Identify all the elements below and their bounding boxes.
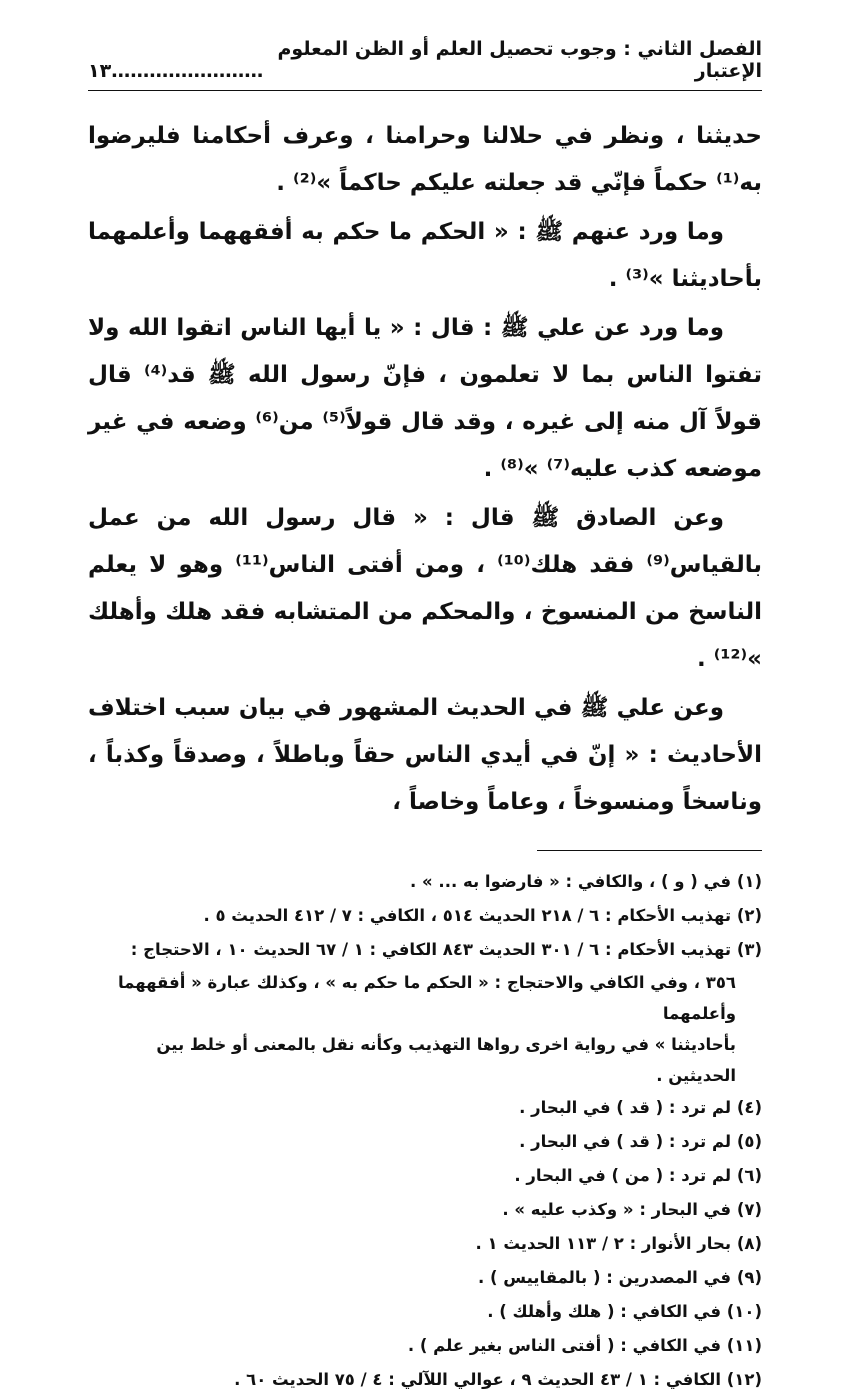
footnote: (١٠) في الكافي : ( هلك وأهلك ) . [487,1302,762,1321]
main-text [88,113,762,826]
header-dots: …………………… [111,60,264,82]
footnote-separator [537,850,762,851]
footnote: (٥) لم ترد : ( قد ) في البحار . [519,1132,762,1151]
footnote: (٦) لم ترد : ( من ) في البحار . [514,1166,762,1185]
footnote: (١١) في الكافي : ( أفتى الناس بغير علم ) . [407,1336,762,1355]
footnote: (٨) بحار الأنوار : ٢ / ١١٣ الحديث ١ . [475,1234,762,1253]
footnote: (٣) تهذيب الأحكام : ٦ / ٣٠١ الحديث ٨٤٣ الكافي : ١ / ٦٧ الحديث ١٠ ، الاحتجاج : [130,940,762,959]
paragraph: وما ورد عنهم ﷺ : « الحكم ما حكم به أفقههما وأعلمهما بأحاديثنا »⁽³⁾ . [88,219,762,292]
footnote: (١) في ( و ) ، والكافي : « فارضوا به ... » . [410,872,762,891]
chapter-title: الفصل الثاني : وجوب تحصيل العلم أو الظن المعلوم الإعتبار [277,38,762,82]
footnote-continuation: ٣٥٦ ، وفي الكافي والاحتجاج : « الحكم ما حكم به » ، وكذلك عبارة « أفقههما وأعلمهما [117,973,736,1023]
footnote: (٢) تهذيب الأحكام : ٦ / ٢١٨ الحديث ٥١٤ ، الكافي : ٧ / ٤١٢ الحديث ٥ . [203,906,762,925]
footnote: (٧) في البحار : « وكذب عليه » . [502,1200,762,1219]
page-number: ١٣ [88,60,112,82]
footnote: (١٢) الكافي : ١ / ٤٣ الحديث ٩ ، عوالي اللآلي : ٤ / ٧٥ الحديث ٦٠ . [234,1370,762,1389]
running-header [88,38,762,91]
paragraph: وعن علي ﷺ في الحديث المشهور في بيان سبب اختلاف الأحاديث : « إنّ في أيدي الناس حقاً وباطلاً ، وصدقاً وكذباً ، وناسخاً ومنسوخاً ، وعاماً وخاصاً ، [88,695,762,815]
paragraph: وعن الصادق ﷺ قال : « قال رسول الله من عمل بالقياس⁽⁹⁾ فقد هلك⁽¹⁰⁾ ، ومن أفتى الناس⁽¹¹⁾ وهو لا يعلم الناسخ من المنسوخ ، والمحكم من المتشابه فقد هلك وأهلك »⁽¹²⁾ . [88,505,762,672]
footnote: (٩) في المصدرين : ( بالمقاييس ) . [477,1268,762,1287]
paragraph: وما ورد عن علي ﷺ : قال : « يا أيها الناس اتقوا الله ولا تفتوا الناس بما لا تعلمون ، فإنّ رسول الله ﷺ قد⁽⁴⁾ قال قولاً آل منه إلى غيره ، وقد قال قولاً⁽⁵⁾ من⁽⁶⁾ وضعه في غير موضعه كذب عليه⁽⁷⁾ »⁽⁸⁾ . [88,315,762,482]
footnote: (٤) لم ترد : ( قد ) في البحار . [519,1098,762,1117]
paragraph: حديثنا ، ونظر في حلالنا وحرامنا ، وعرف أحكامنا فليرضوا به⁽¹⁾ حكماً فإنّي قد جعلته عليكم حاكماً »⁽²⁾ . [88,123,762,196]
footnote-continuation: بأحاديثنا » في رواية اخرى رواها التهذيب وكأنه نقل بالمعنى أو خلط بين الحديثين . [156,1035,736,1085]
footnotes [88,865,762,1397]
